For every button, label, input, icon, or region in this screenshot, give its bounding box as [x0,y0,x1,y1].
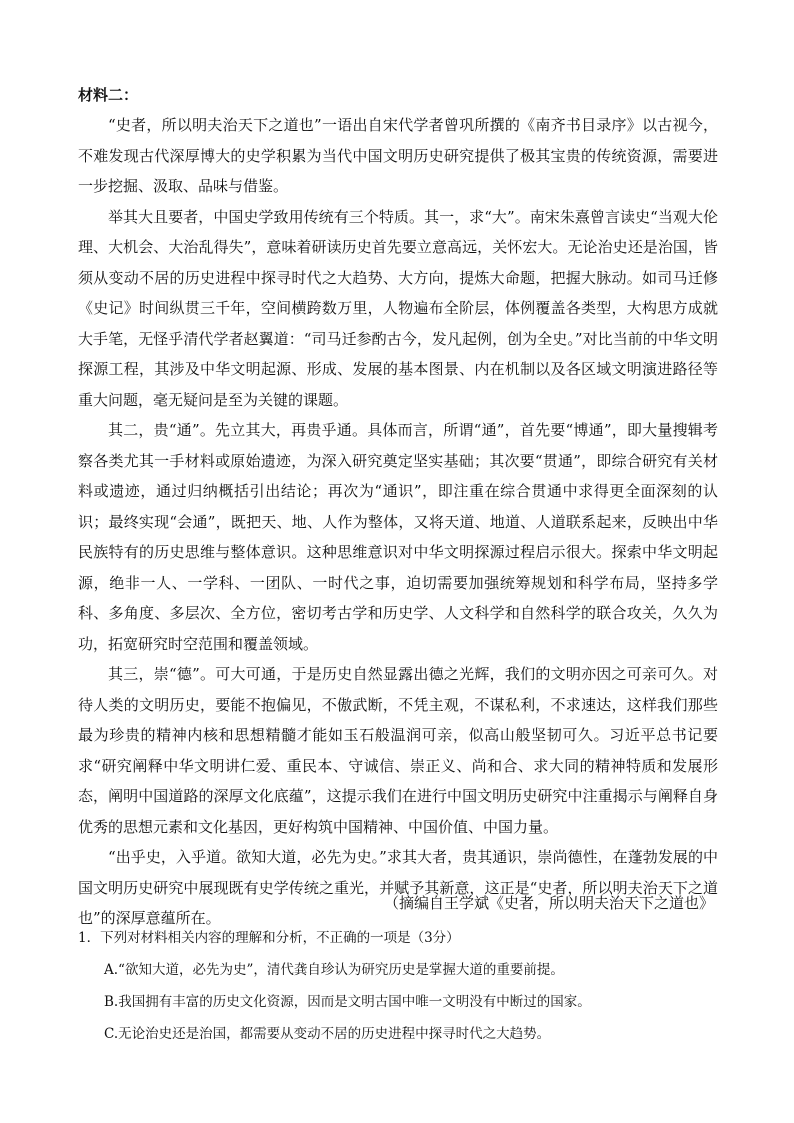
question-stem: 1．下列对材料相关内容的理解和分析，不正确的一项是（3分） [78,930,460,946]
source-citation: （摘编自王学斌《史者，所以明夫治天下之道也》 [383,894,714,912]
option-c: C.无论治史还是治国，都需要从变动不居的历史进程中探寻时代之大趋势。 [104,1026,551,1042]
material-body [78,110,718,934]
paragraph-trait-de: 其三，崇“德”。可大可通，于是历史自然显露出德之光辉，我们的文明亦因之可亲可久。对待人类的文明历史，要能不抱偏见，不傲武断，不凭主观，不谋私利，不求速达，这样我们那些最为珍贵的精神内核和思想精髓才能如玉石般温润可亲，似高山般坚韧可久。习近平总书记要求“研究阐释中华文明讲仁爱、重民本、守诚信、崇正义、尚和合、求大同的精神特质和发展形态，阐明中国道路的深厚文化底蕴”，这提示我们在进行中国文明历史研究中注重揭示与阐释自身优秀的思想元素和文化基因，更好构筑中国精神、中国价值、中国力量。 [78,665,718,836]
question-block [78,922,718,1050]
option-b: B.我国拥有丰富的历史文化资源，因而是文明古国中唯一文明没有中断过的国家。 [104,994,591,1010]
option-a: A.“欲知大道，必先为史”，清代龚自珍认为研究历史是掌握大道的重要前提。 [104,962,564,978]
paragraph-intro: “史者，所以明夫治天下之道也”一语出自宋代学者曾巩所撰的《南齐书目录序》以古视今，不难发现古代深厚博大的史学积累为当代中国文明历史研究提供了极其宝贵的传统资源，需要进一步挖掘、汲取、品味与借鉴。 [78,116,718,195]
paragraph-trait-tong: 其二，贵“通”。先立其大，再贵乎通。具体而言，所谓“通”，首先要“博通”，即大量搜辑考察各类尤其一手材料或原始遗迹，为深入研究奠定坚实基础；其次要“贯通”，即综合研究有关材料或遗迹，通过归纳概括引出结论；再次为“通识”，即注重在综合贯通中求得更全面深刻的认识；最终实现“会通”，既把天、地、人作为整体，又将天道、地道、人道联系起来，反映出中华民族特有的历史思维与整体意识。这种思维意识对中华文明探源过程启示很大。探索中华文明起源，绝非一人、一学科、一团队、一时代之事，迫切需要加强统筹规划和科学布局，坚持多学科、多角度、多层次、全方位，密切考古学和历史学、人文科学和自然科学的联合攻关，久久为功，拓宽研究时空范围和覆盖领域。 [78,421,718,653]
paragraph-conclusion: “出乎史，入乎道。欲知大道，必先为史。”求其大者，贵其通识，崇尚德性，在蓬勃发展的中国文明历史研究中展现既有史学传统之重光，并赋予其新意，这正是“史者，所以明夫治天下之道也”的深厚意蕴所在。 [78,848,718,927]
material-heading: 材料二： [78,86,139,104]
paragraph-trait-big: 举其大且要者，中国史学致用传统有三个特质。其一，求“大”。南宋朱熹曾言读史“当观大伦理、大机会、大治乱得失”，意味着研读历史首先要立意高远，关怀宏大。无论治史还是治国，皆须从变动不居的历史进程中探寻时代之大趋势、大方向，提炼大命题，把握大脉动。如司马迁修《史记》时间纵贯三千年，空间横跨数万里，人物遍布全阶层，体例覆盖各类型，大构思方成就大手笔，无怪乎清代学者赵翼道：“司马迁参酌古今，发凡起例，创为全史。”对比当前的中华文明探源工程，其涉及中华文明起源、形成、发展的基本图景、内在机制以及各区域文明演进路径等重大问题，毫无疑问是至为关键的课题。 [78,207,718,409]
